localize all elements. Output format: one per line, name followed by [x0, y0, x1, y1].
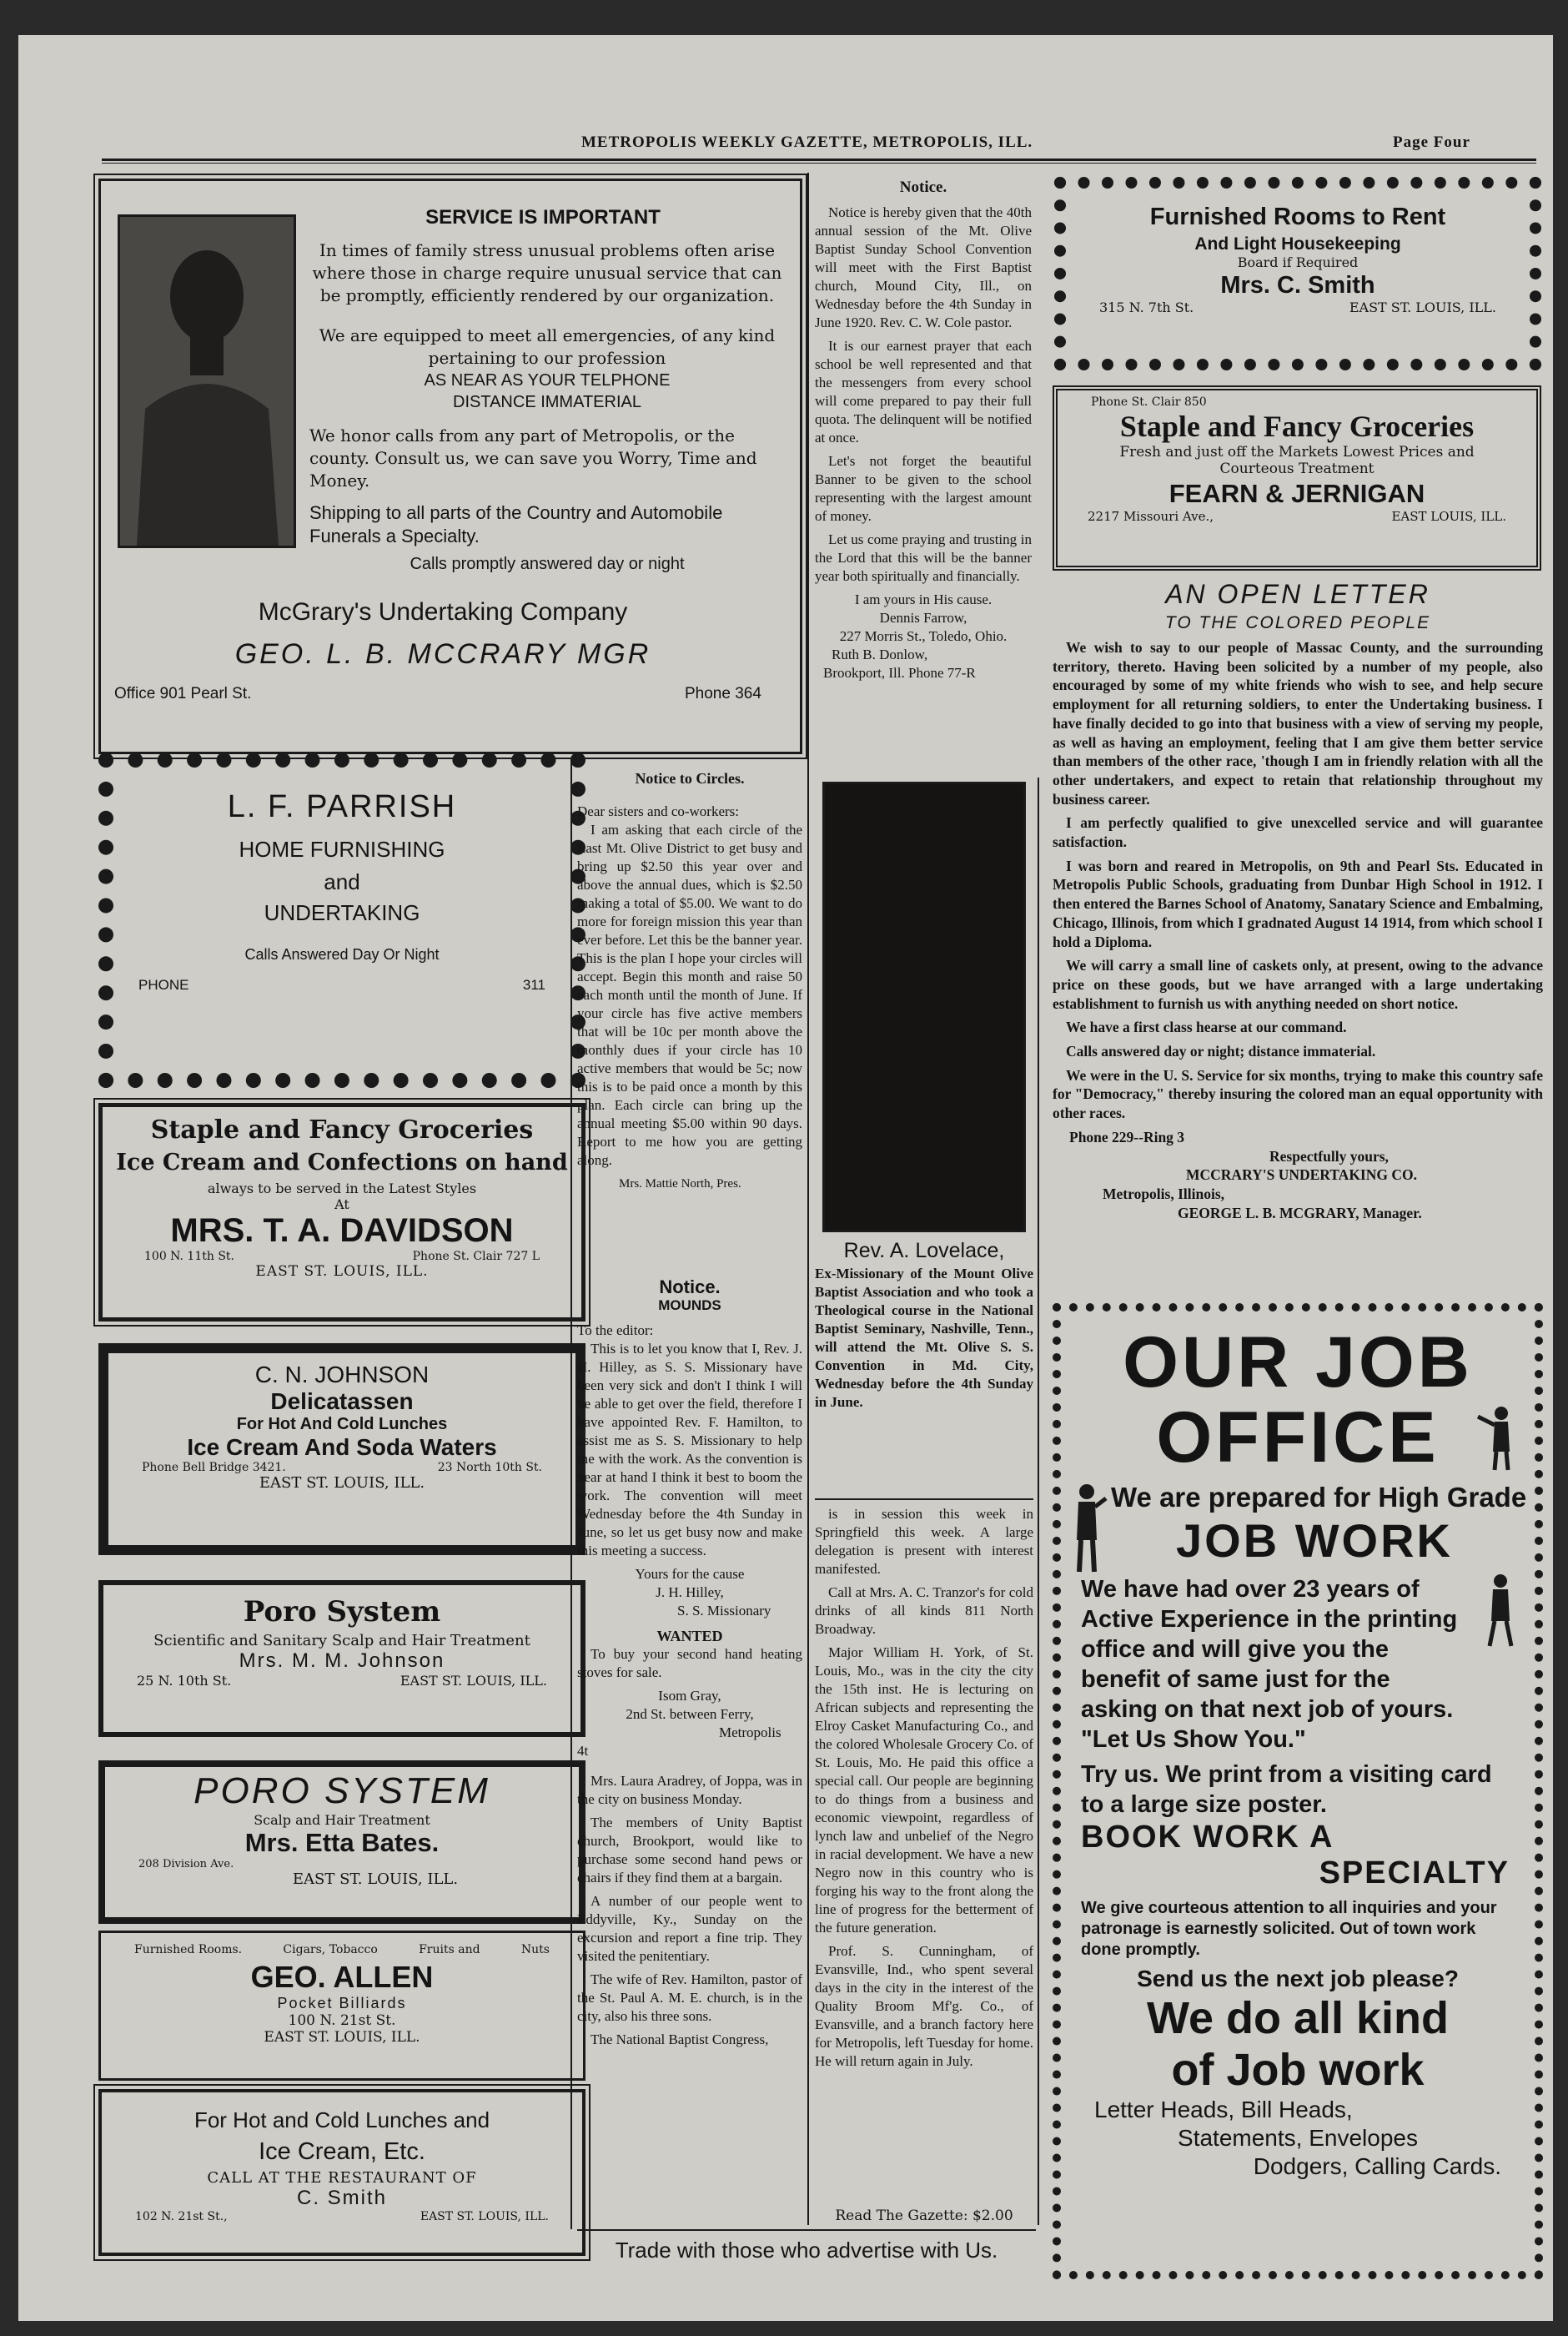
allen-line1: Pocket Billiards: [277, 1995, 407, 2011]
letter-p7: We were in the U. S. Service for six months, trying to make this country safe for "Democracy," thereby insuring the colored man an equal opportunity with other races.: [1053, 1066, 1543, 1122]
poro1-name: Mrs. M. M. Johnson: [239, 1649, 445, 1672]
wanted-mark: 4t: [577, 1743, 589, 1759]
parrish-phone-label: PHONE: [138, 977, 189, 993]
circles-sig: Mrs. Mattie North, Pres.: [619, 1177, 741, 1191]
poro1-city: EAST ST. LOUIS, ILL.: [400, 1673, 547, 1689]
mounds-title: Notice.: [659, 1276, 721, 1297]
footer-rule: [577, 2229, 1036, 2231]
davidson-city: EAST ST. LOUIS, ILL.: [255, 1263, 429, 1280]
wanted-sig1: Isom Gray,: [658, 1688, 721, 1704]
mounds-p1: This is to let you know that I, Rev. J. H. Hilley, as S. S. Missionary have been very sick and don't I think I will be able to get over the field, therefore I have appointed Rev. F. Hamilton, to assist me as S. S. Missionary to help me with the work. As the convention is near at hand I think it best to boom the work. The convention will meet Wednesday before the 4th Sunday in June, so let us get busy now and make this meeting a success.: [577, 1341, 802, 1558]
lovelace-rule: [815, 1498, 1033, 1500]
restaurant-addr: 102 N. 21st St.,: [135, 2210, 228, 2223]
job-line1: We are prepared for High Grade: [1111, 1482, 1527, 1513]
poro2-name: Mrs. Etta Bates.: [244, 1828, 440, 1857]
service-heading: SERVICE IS IMPORTANT: [425, 206, 661, 229]
right-p1: is in session this week in Springfield this week. A large delegation is present with interest manifested.: [815, 1506, 1033, 1577]
job-p2: Try us. We print from a visiting card to a large size poster.: [1081, 1761, 1492, 1818]
parrish-phone: 311: [522, 977, 545, 993]
letter-p4: We will carry a small line of caskets only, at present, owing to the advance price on these goods, but we have arranged with a large undertaking establishment to furnish us with anything needed on short notice.: [1053, 957, 1543, 1012]
davidson-title: Staple and Fancy Groceries: [150, 1115, 534, 1145]
rooms-line3: Board if Required: [1237, 254, 1359, 270]
poro1-ad: [98, 1580, 585, 1737]
poro2-addr: 208 Division Ave.: [138, 1858, 234, 1870]
rooms-name: Mrs. C. Smith: [1220, 272, 1375, 299]
parrish-name: L. F. PARRISH: [227, 789, 457, 824]
letter-close3: Metropolis, Illinois,: [1103, 1185, 1225, 1202]
rooms-city: EAST ST. LOUIS, ILL.: [1349, 300, 1496, 315]
job-p1: We have had over 23 years of Active Experience in the printing office and will give you the benefit of same just for the asking on that next job of yours. "Let Us Show You.": [1081, 1576, 1458, 1753]
lovelace-name: Rev. A. Lovelace,: [843, 1239, 1005, 1262]
poro2-title: PORO SYSTEM: [193, 1770, 490, 1811]
davidson-at: At: [334, 1196, 349, 1212]
notice-sig4: Ruth B. Donlow,: [832, 647, 928, 662]
fearn-ad: [1053, 385, 1541, 571]
allen-city: EAST ST. LOUIS, ILL.: [264, 2029, 420, 2046]
wanted-sig3: Metropolis: [719, 1724, 781, 1740]
mid-p4: The wife of Rev. Hamilton, pastor of the St. Paul A. M. E. church, is in the city, also his three sons.: [577, 1971, 802, 2024]
right-p4: Prof. S. Cunningham, of Evansville, Ind., who spent several days in the city in the interest of the Quality Broom Mf'g. Co., of Evansville, and a branch factory here for Metropolis, left Tuesday for home. He will return again in July.: [815, 1943, 1033, 2069]
wanted-title: WANTED: [656, 1628, 723, 1644]
notice-sig5: Brookport, Ill. Phone 77-R: [823, 665, 976, 681]
mounds-sig2: J. H. Hilley,: [656, 1584, 724, 1600]
mccrary-ad: [98, 179, 802, 754]
notice-title: Notice.: [899, 179, 947, 196]
job-send: Send us the next job please?: [1137, 1966, 1459, 1991]
fearn-phone: Phone St. Clair 850: [1091, 395, 1207, 409]
portrait-photo: [118, 214, 296, 548]
johnson-line2: For Hot And Cold Lunches: [236, 1415, 448, 1433]
parrish-calls: Calls Answered Day Or Night: [244, 946, 440, 963]
parrish-line2: and: [324, 869, 360, 894]
job-list3: Dodgers, Calling Cards.: [1253, 2153, 1501, 2179]
letter-p1: We wish to say to our people of Massac County, and the surrounding territory, thereto. Having been solicited by a number of my people, also encouraged by some of my white friends who wish to see, and help secure employment for all returning soldiers, to enter the Undertaking business. I have finally decided to go into that business with a view of serving my people, as well as having an employment, feeling that I am give them better service than members of the other race, 'though I am in friendly relation with all the other undertakers, and expect to retain that relationship throughout my business career.: [1053, 639, 1543, 808]
letter-phone: Phone 229--Ring 3: [1069, 1128, 1185, 1145]
job-title2: OFFICE: [1156, 1397, 1440, 1478]
mid-p1: Mrs. Laura Aradrey, of Joppa, was in the city on business Monday.: [577, 1773, 802, 1807]
lovelace-p1: Ex-Missionary of the Mount Olive Baptist Association and who took a Theological course in the National Baptist Seminary, Nashville, Tenn., will attend the Mt. Olive S. S. Convention in Md. City, Wednesday before the 4th Sunday in June.: [815, 1266, 1033, 1410]
davidson-line3: always to be served in the Latest Styles: [207, 1181, 477, 1196]
newspaper-page: [18, 35, 1553, 2321]
notice-p1: Notice is hereby given that the 40th annual session of the Mt. Olive Baptist Sunday School Convention will meet with the First Baptist church, Mound City, Ill., on Wednesday before the 4th Sunday in June 1920. Rev. C. W. Cole pastor.: [815, 204, 1032, 330]
letter-close4: GEORGE L. B. MCGRARY, Manager.: [1178, 1204, 1422, 1221]
company-name: McGrary's Undertaking Company: [258, 598, 628, 626]
johnson-phone: Phone Bell Bridge 3421.: [142, 1461, 286, 1474]
poro2-city: EAST ST. LOUIS, ILL.: [292, 1870, 459, 1888]
davidson-phone: Phone St. Clair 727 L: [412, 1250, 540, 1263]
notice-p3: Let's not forget the beautiful Banner to be given to the school representing with the largest amount of money.: [815, 453, 1032, 524]
poro1-addr: 25 N. 10th St.: [137, 1673, 232, 1689]
locals-right: [815, 1505, 1033, 2076]
restaurant-line3: CALL AT THE RESTAURANT OF: [207, 2169, 477, 2187]
restaurant-city: EAST ST. LOUIS, ILL.: [420, 2210, 549, 2223]
mounds-greet: To the editor:: [577, 1322, 654, 1338]
allen-top-3: Nuts: [520, 1943, 550, 1956]
letter-p6: Calls answered day or night; distance immaterial.: [1066, 1043, 1376, 1060]
service-p6: Calls promptly answered day or night: [410, 555, 685, 573]
parrish-line3: UNDERTAKING: [264, 900, 420, 925]
fearn-name: FEARN & JERNIGAN: [1168, 479, 1425, 508]
circles-title: Notice to Circles.: [635, 770, 745, 787]
page-number: Page Four: [1393, 133, 1470, 151]
rooms-addr: 315 N. 7th St.: [1099, 300, 1194, 315]
notice-p4: Let us come praying and trusting in the Lord that this will be the banner year both spiritually and financially.: [815, 531, 1032, 584]
davidson-name: MRS. T. A. DAVIDSON: [170, 1212, 514, 1249]
fearn-title: Staple and Fancy Groceries: [1119, 410, 1475, 443]
wanted-p1: To buy your second hand heating stoves for sale.: [577, 1646, 802, 1680]
circles-greet: Dear sisters and co-workers:: [577, 803, 740, 819]
job-big2: of Job work: [1171, 2045, 1425, 2095]
masthead-rule-thin: [102, 163, 1536, 164]
circles-p1: I am asking that each circle of the East Mt. Olive District to get busy and bring up $2.50 this year over and above the annual dues, which is $2.50 making a total of $5.00. We want to do more for foreign mission this year than ever before. Let this be the banner year. This is the plan I hope your circles will accept. Begin this month and raise 50 each month until the month of June. If your circle has five active members that will be 10c per month above the monthly dues if your circle has 10 active members that would be 5c; now this is to be paid once a month by this plan. Each circle can bring up the annual meeting $5.00 within 90 days. Report to me how you are getting along.: [577, 822, 802, 1168]
column-rule-1: [807, 173, 809, 2225]
job-title1: OUR JOB: [1123, 1322, 1473, 1402]
trade-line: Trade with those who advertise with Us.: [615, 2238, 998, 2263]
walking-man-icon: [1480, 1573, 1521, 1648]
standing-man-icon: [1066, 1482, 1108, 1573]
allen-name: GEO. ALLEN: [250, 1960, 434, 1994]
letter-p2: I am perfectly qualified to give unexcelled service and will guarantee satisfaction.: [1053, 814, 1543, 851]
restaurant-ad: [98, 2089, 585, 2256]
column-rule-2: [1038, 778, 1039, 2225]
lovelace-photo: [822, 782, 1026, 1232]
masthead-title: METROPOLIS WEEKLY GAZETTE, METROPOLIS, ILL.: [581, 133, 1033, 151]
johnson-addr: 23 North 10th St.: [437, 1461, 542, 1474]
open-letter: [1053, 579, 1543, 1222]
letter-close1: Respectfully yours,: [1269, 1147, 1389, 1165]
letter-title: AN OPEN LETTER: [1165, 579, 1430, 609]
job-office-ad: [1053, 1303, 1543, 2279]
mid-p2: The members of Unity Baptist church, Brookport, would like to purchase some second hand pews or chairs if they find them at a bargain.: [577, 1815, 802, 1885]
johnson-line3: Ice Cream And Soda Waters: [187, 1434, 497, 1460]
notice-sig1: I am yours in His cause.: [854, 592, 993, 607]
right-p3: Major William H. York, of St. Louis, Mo., was in the city the city the 15th inst. He is lecturing on African subjects and representing the Elroy Casket Manufacturing Co., and the colored Wholesale Grocery Co. of St. Louis, Mo. He paid this office a special call. Our people are beginning to do things from a business and economic viewpoint, regardless of lynch law and unbelief of the Negro in racial development. We have a new Negro now in this country who is forging his way to the front along the line of progress for the betterment of the future generation.: [815, 1644, 1033, 1936]
rooms-line2: And Light Housekeeping: [1194, 234, 1401, 254]
service-telphone: AS NEAR AS YOUR TELPHONE: [424, 371, 671, 390]
mid-p5: The National Baptist Congress,: [591, 2031, 769, 2047]
davidson-line2: Ice Cream and Confections on hand: [116, 1150, 568, 1176]
mounds-sub: MOUNDS: [658, 1297, 721, 1313]
fearn-sub2: Courteous Treatment: [1219, 461, 1375, 477]
mid-p3: A number of our people went to Eddyville, Ky., Sunday on the excursion and report a fine trip. They visited the penitentiary.: [577, 1893, 802, 1964]
circles-article: [577, 769, 802, 1193]
service-p4: We honor calls from any part of Metropolis, or the county. Consult us, we can save you Worry, Time and Money.: [309, 425, 757, 491]
poro2-ad: [98, 1760, 585, 1924]
allen-addr: 100 N. 21st St.: [288, 2012, 396, 2029]
restaurant-line2: Ice Cream, Etc.: [259, 2138, 425, 2165]
notice-p2: It is our earnest prayer that each school be well represented and that the messengers from every school will come prepared to pay their full quota. The delinquent will be notified at once.: [815, 338, 1032, 446]
rooms-line1: Furnished Rooms to Rent: [1149, 204, 1446, 230]
service-p1: In times of family stress unusual problems often arise where those in charge require unusual service that can be promptly, efficiently rendered by our organization.: [312, 240, 782, 305]
fearn-sub1: Fresh and just off the Markets Lowest Prices and: [1119, 444, 1475, 461]
job-line2: JOB WORK: [1176, 1514, 1453, 1567]
manager-name: GEO. L. B. MCCRARY MGR: [234, 638, 651, 670]
notice-sig2: Dennis Farrow,: [879, 610, 967, 626]
allen-top-0: Furnished Rooms.: [134, 1943, 243, 1956]
johnson-line1: Delicatassen: [270, 1388, 414, 1414]
job-book1: BOOK WORK A: [1081, 1820, 1334, 1855]
restaurant-line1: For Hot and Cold Lunches and: [193, 2107, 490, 2132]
mounds-sig3: S. S. Missionary: [677, 1603, 771, 1619]
poro1-title: Poro System: [243, 1595, 441, 1629]
rooms-ad: [1054, 177, 1541, 370]
notice-article: [815, 179, 1032, 682]
notice-sig3: 227 Morris St., Toledo, Ohio.: [839, 628, 1008, 644]
allen-ad: [98, 1931, 585, 2081]
service-p2: We are equipped to meet all emergencies, of any kind pertaining to our profession: [319, 325, 776, 368]
service-distance: DISTANCE IMMATERIAL: [453, 393, 641, 411]
johnson-ad: [98, 1343, 585, 1555]
wanted-sig2: 2nd St. between Ferry,: [626, 1706, 754, 1722]
read-gazette: Read The Gazette: $2.00: [835, 2208, 1013, 2224]
lovelace-bio: [815, 1241, 1033, 1412]
job-big1: We do all kind: [1146, 1993, 1450, 2043]
johnson-name: C. N. JOHNSON: [254, 1362, 430, 1387]
allen-top-1: Cigars, Tobacco: [283, 1943, 378, 1956]
job-p3: We give courteous attention to all inquiries and your patronage is earnestly solicited. Out of town work done promptly.: [1081, 1899, 1497, 1959]
masthead-rule: [102, 159, 1536, 161]
letter-p3: I was born and reared in Metropolis, on 9th and Pearl Sts. Educated in Metropolis Public Schools, graduating from Dunbar High School in 1912. I then entered the Barnes School of Anatomy, Sanatary Science and Embalming, Chicago, Illinois, from which I gradnated August 14 1914, from which school I hold a Diploma.: [1053, 857, 1543, 950]
poro1-line1: Scientific and Sanitary Scalp and Hair Treatment: [153, 1632, 530, 1649]
mounds-article: [577, 1278, 802, 2054]
davidson-ad: [98, 1103, 585, 1322]
office-address: Office 901 Pearl St.: [114, 685, 252, 702]
poro2-line1: Scalp and Hair Treatment: [254, 1812, 430, 1828]
letter-close2: MCCRARY'S UNDERTAKING CO.: [1186, 1166, 1417, 1184]
davidson-addr: 100 N. 11th St.: [144, 1250, 235, 1263]
mounds-sig1: Yours for the cause: [635, 1566, 745, 1582]
parrish-line1: HOME FURNISHING: [239, 837, 445, 862]
job-list2: Statements, Envelopes: [1178, 2125, 1418, 2151]
portrait-icon: [120, 217, 294, 546]
fearn-city: EAST LOUIS, ILL.: [1391, 509, 1506, 524]
letter-to: TO THE COLORED PEOPLE: [1164, 613, 1431, 632]
pointing-man-icon: [1476, 1405, 1526, 1472]
restaurant-name: C. Smith: [296, 2187, 387, 2209]
johnson-city: EAST ST. LOUIS, ILL.: [259, 1474, 425, 1492]
fearn-addr: 2217 Missouri Ave.,: [1088, 509, 1214, 524]
letter-p5: We have a first class hearse at our command.: [1066, 1019, 1347, 1036]
job-list1: Letter Heads, Bill Heads,: [1094, 2097, 1353, 2122]
service-p5: Shipping to all parts of the Country and Automobile Funerals a Specialty.: [309, 502, 723, 546]
job-book2: SPECIALTY: [1319, 1855, 1510, 1890]
allen-top-2: Fruits and: [419, 1943, 480, 1956]
right-p2: Call at Mrs. A. C. Tranzor's for cold drinks of all kinds 811 North Broadway.: [815, 1584, 1033, 1637]
parrish-ad: [98, 753, 585, 1088]
office-phone: Phone 364: [685, 685, 761, 702]
